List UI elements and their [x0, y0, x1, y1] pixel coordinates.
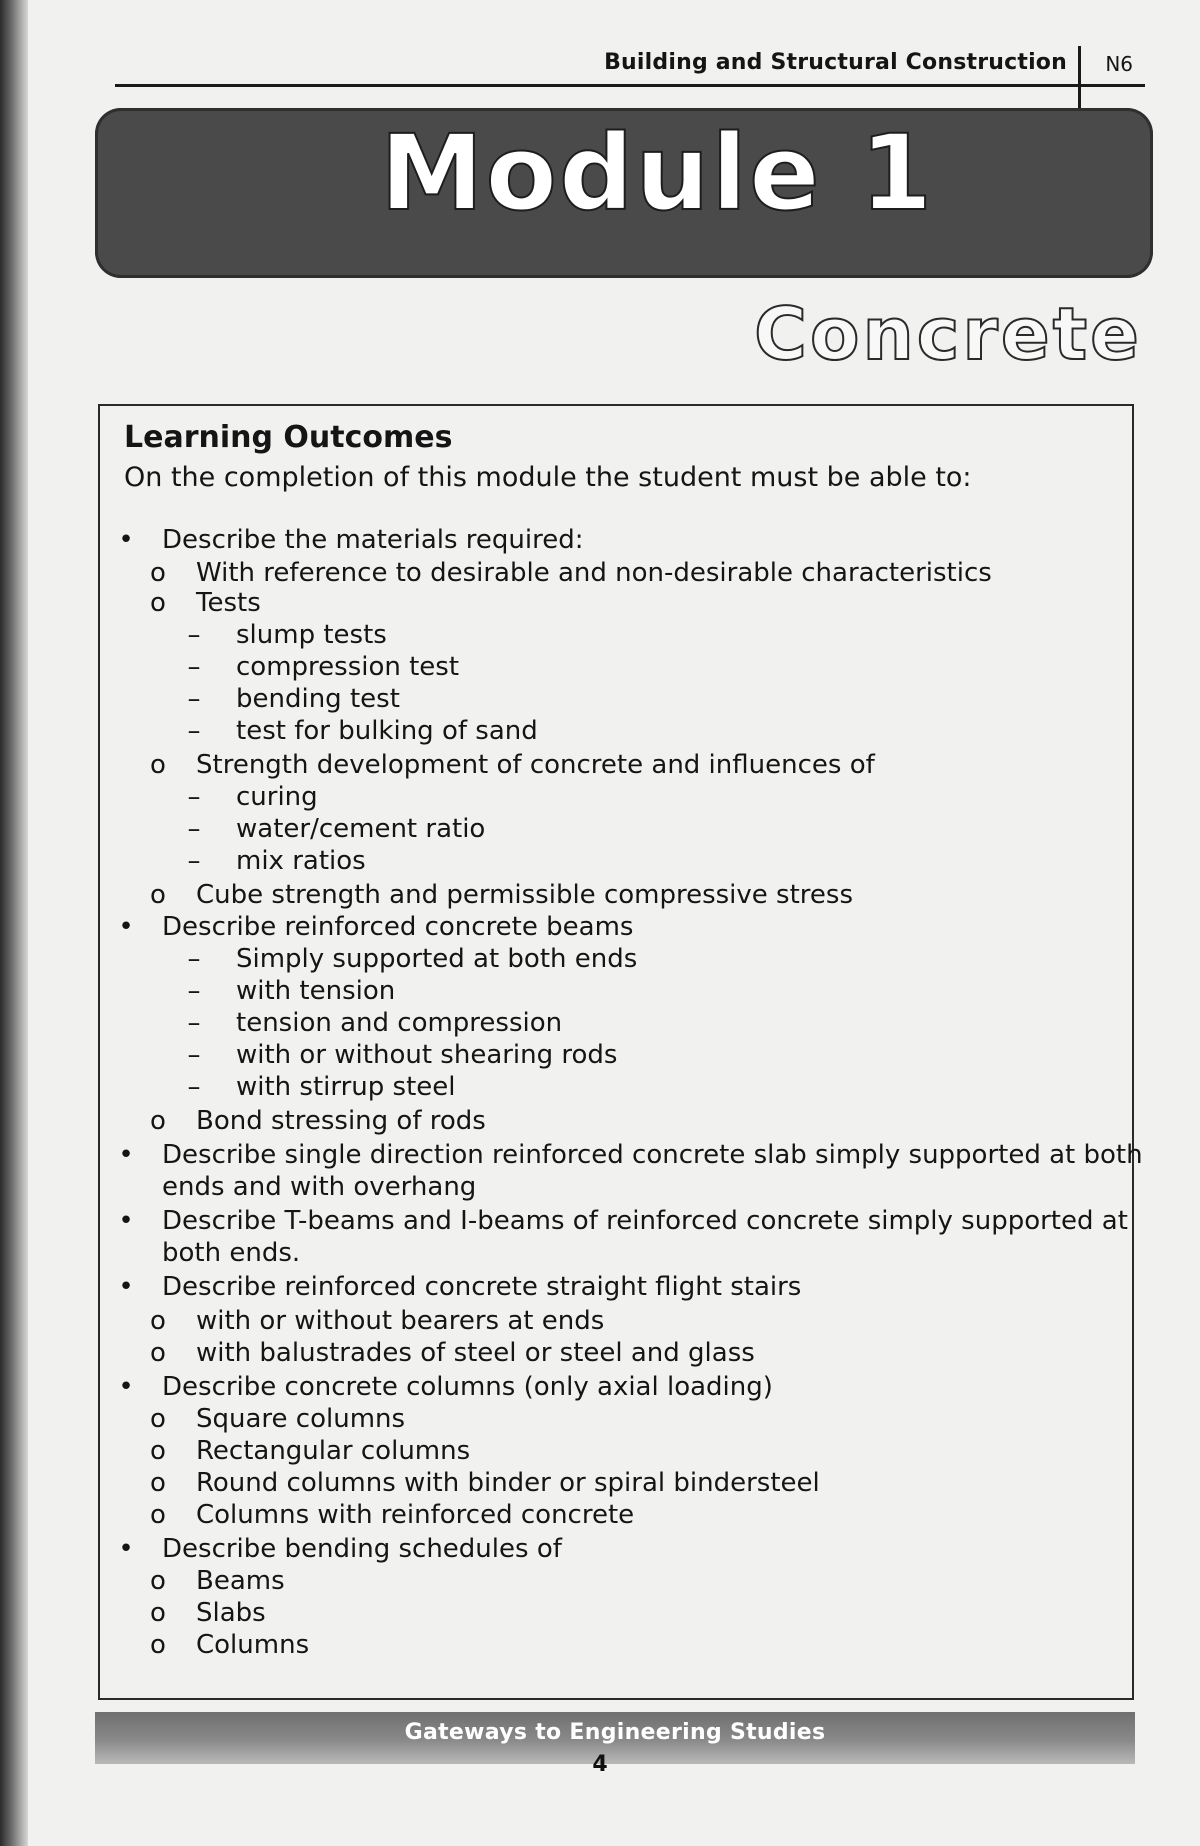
- list-marker: •: [118, 1372, 134, 1402]
- list-item: ends and with overhang: [162, 1172, 477, 1202]
- list-marker: o: [150, 1598, 166, 1628]
- list-marker: •: [118, 912, 134, 942]
- list-marker: o: [150, 1436, 166, 1466]
- list-marker: o: [150, 1404, 166, 1434]
- list-item: curing: [236, 782, 318, 812]
- list-marker: o: [150, 1468, 166, 1498]
- list-item: with or without bearers at ends: [196, 1306, 605, 1336]
- list-marker: –: [187, 684, 201, 714]
- list-item: Simply supported at both ends: [236, 944, 638, 974]
- list-item: Square columns: [196, 1404, 406, 1434]
- list-item: Tests: [196, 588, 261, 618]
- list-item: Cube strength and permissible compressive stress: [196, 880, 853, 910]
- list-item: Columns with reinforced concrete: [196, 1500, 635, 1530]
- list-item: Describe reinforced concrete straight flight stairs: [162, 1272, 802, 1302]
- list-marker: –: [187, 1072, 201, 1102]
- list-item: bending test: [236, 684, 400, 714]
- list-item: Columns: [196, 1630, 310, 1660]
- list-marker: –: [187, 846, 201, 876]
- list-marker: •: [118, 525, 134, 555]
- list-item: Describe bending schedules of: [162, 1534, 562, 1564]
- list-item: Describe the materials required:: [162, 525, 584, 555]
- list-item: Rectangular columns: [196, 1436, 471, 1466]
- list-item: water/cement ratio: [236, 814, 486, 844]
- list-item: compression test: [236, 652, 460, 682]
- list-marker: –: [187, 976, 201, 1006]
- list-item: slump tests: [236, 620, 387, 650]
- list-marker: o: [150, 1306, 166, 1336]
- list-item: mix ratios: [236, 846, 366, 876]
- list-item: tension and compression: [236, 1008, 563, 1038]
- list-item: with stirrup steel: [236, 1072, 456, 1102]
- list-item: With reference to desirable and non-desirable characteristics: [196, 558, 992, 588]
- list-marker: •: [118, 1272, 134, 1302]
- list-item: Describe T-beams and I-beams of reinforced concrete simply supported at: [162, 1206, 1128, 1236]
- binding-shadow: [0, 0, 28, 1846]
- list-marker: •: [118, 1206, 134, 1236]
- list-item: test for bulking of sand: [236, 716, 538, 746]
- list-item: Describe concrete columns (only axial loading): [162, 1372, 773, 1402]
- list-marker: o: [150, 1630, 166, 1660]
- list-marker: –: [187, 1040, 201, 1070]
- course-level: N6: [1105, 52, 1133, 76]
- running-header: [115, 48, 1145, 87]
- list-marker: •: [118, 1140, 134, 1170]
- list-item: Strength development of concrete and influences of: [196, 750, 875, 780]
- list-item: Describe reinforced concrete beams: [162, 912, 634, 942]
- list-marker: –: [187, 1008, 201, 1038]
- list-item: Round columns with binder or spiral bindersteel: [196, 1468, 820, 1498]
- list-item: Slabs: [196, 1598, 266, 1628]
- page-number: 4: [592, 1752, 608, 1777]
- book-title: Building and Structural Construction: [604, 50, 1067, 75]
- list-item: with or without shearing rods: [236, 1040, 618, 1070]
- list-marker: o: [150, 558, 166, 588]
- list-marker: o: [150, 1566, 166, 1596]
- list-marker: –: [187, 620, 201, 650]
- list-marker: o: [150, 1106, 166, 1136]
- list-marker: •: [118, 1534, 134, 1564]
- list-item: with tension: [236, 976, 396, 1006]
- learning-outcomes-heading: Learning Outcomes: [124, 420, 453, 455]
- list-item: with balustrades of steel or steel and glass: [196, 1338, 755, 1368]
- list-item: Beams: [196, 1566, 285, 1596]
- module-banner: [95, 108, 1153, 278]
- list-marker: –: [187, 944, 201, 974]
- module-number: Module 1: [380, 112, 935, 234]
- learning-outcomes-intro: On the completion of this module the student must be able to:: [124, 462, 972, 493]
- list-item: Describe single direction reinforced concrete slab simply supported at both: [162, 1140, 1143, 1170]
- header-separator: [1078, 46, 1081, 108]
- list-marker: –: [187, 652, 201, 682]
- list-item: both ends.: [162, 1238, 301, 1268]
- list-marker: –: [187, 814, 201, 844]
- list-marker: –: [187, 782, 201, 812]
- series-title: Gateways to Engineering Studies: [404, 1720, 826, 1745]
- list-marker: o: [150, 1500, 166, 1530]
- list-marker: o: [150, 750, 166, 780]
- list-marker: o: [150, 880, 166, 910]
- list-item: Bond stressing of rods: [196, 1106, 486, 1136]
- list-marker: o: [150, 588, 166, 618]
- module-topic: Concrete: [754, 292, 1142, 376]
- list-marker: o: [150, 1338, 166, 1368]
- list-marker: –: [187, 716, 201, 746]
